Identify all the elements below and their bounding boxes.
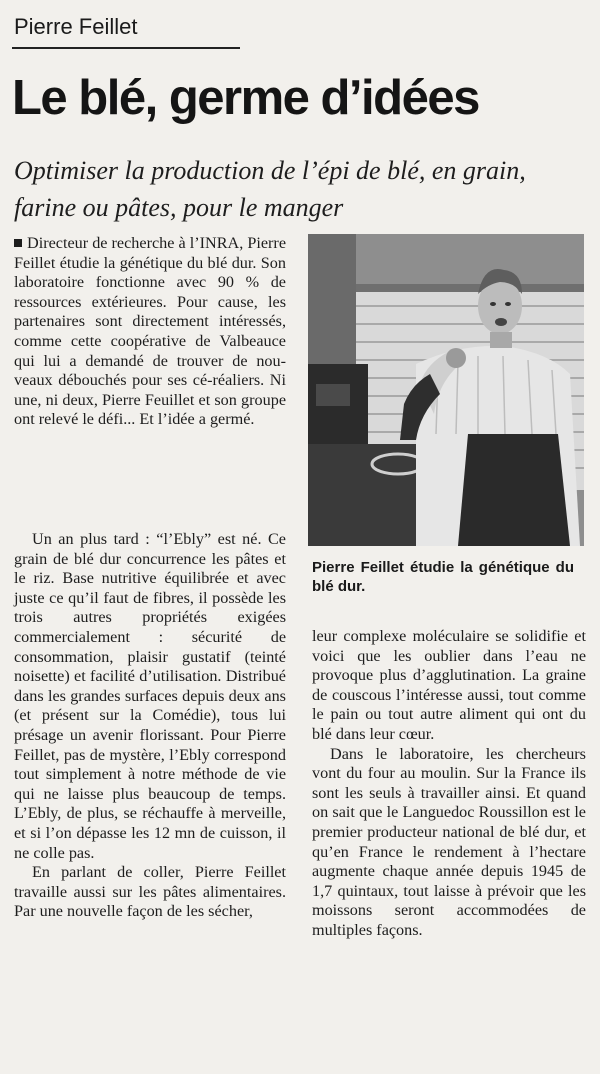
intro-paragraph [14, 234, 286, 430]
subheadline: Optimiser la production de l’épi de blé, en grain, farine ou pâtes, pour le manger [14, 156, 526, 222]
right-column [312, 627, 586, 941]
intro-column [14, 234, 286, 430]
square-bullet-icon [14, 239, 22, 247]
author-name: Pierre Feillet [14, 14, 138, 39]
article-photo [308, 234, 584, 546]
left-column [14, 530, 286, 922]
body-paragraph: Un an plus tard : “l’Ebly” est né. Ce grain de blé dur concurrence les pâtes et le riz. Base nutritive équilibrée et avec juste ce qu’il faut de fibres, il possède les trois autres propriétés exigées commercialement : sécurité de consommation, plaisir gustatif (teinté noisette) et facilité d’utilisation. Distribué dans les grandes surfaces depuis deux ans (et présent sur la Comédie), tous lui présage un avenir florissant. Pour Pierre Feillet, pas de mystère, l’Ebly correspond tout simplement à notre méthode de vie qui ne laisse plus beaucoup de temps. L’Ebly, de plus, se réchauffe à merveille, et si l’on dépasse les 12 mn de cuisson, il ne colle pas. [14, 530, 286, 862]
intro-text: Directeur de recherche à l’INRA, Pierre Feillet étudie la génétique du blé dur. Son laboratoire fonctionne avec 90 % de ressources extérieures. Pour cause, les partenaires sont directement intéressés, comme cette coopérative de Valbeauce qui lui a demandé de trouver de nou-veaux débouchés pour ses cé-réaliers. Ni une, ni deux, Pierre Feuillet et son groupe ont relevé le défi... Et l’idée a germé. [14, 234, 286, 429]
body-paragraph: En parlant de coller, Pierre Feillet travaille aussi sur les pâtes alimentaires. Par une nouvelle façon de les sécher, [14, 863, 286, 921]
author-divider [12, 47, 240, 49]
photo-researcher-in-lab [308, 234, 584, 546]
body-paragraph: Dans le laboratoire, les chercheurs vont du four au moulin. Sur la France ils sont les seuls à travailler ainsi. Et quand on sait que le Languedoc Roussillon est le premier producteur national de blé dur, et qu’en France le rendement à l’hectare augmente chaque année depuis 1945 de 1,7 quintaux, tout laisse à prévoir que les moissons seront accommodées de multiples façons. [312, 744, 586, 939]
body-paragraph: leur complexe moléculaire se solidifie et voici que les oublier dans l’eau ne provoque plus d’agglutination. La graine de couscous l’intéresse aussi, tout comme le pain ou tout autre aliment qui ont du blé dans leur cœur. [312, 627, 586, 743]
headline: Le blé, germe d’idées [12, 71, 479, 125]
photo-caption: Pierre Feillet étudie la génétique du blé dur. [312, 559, 574, 595]
